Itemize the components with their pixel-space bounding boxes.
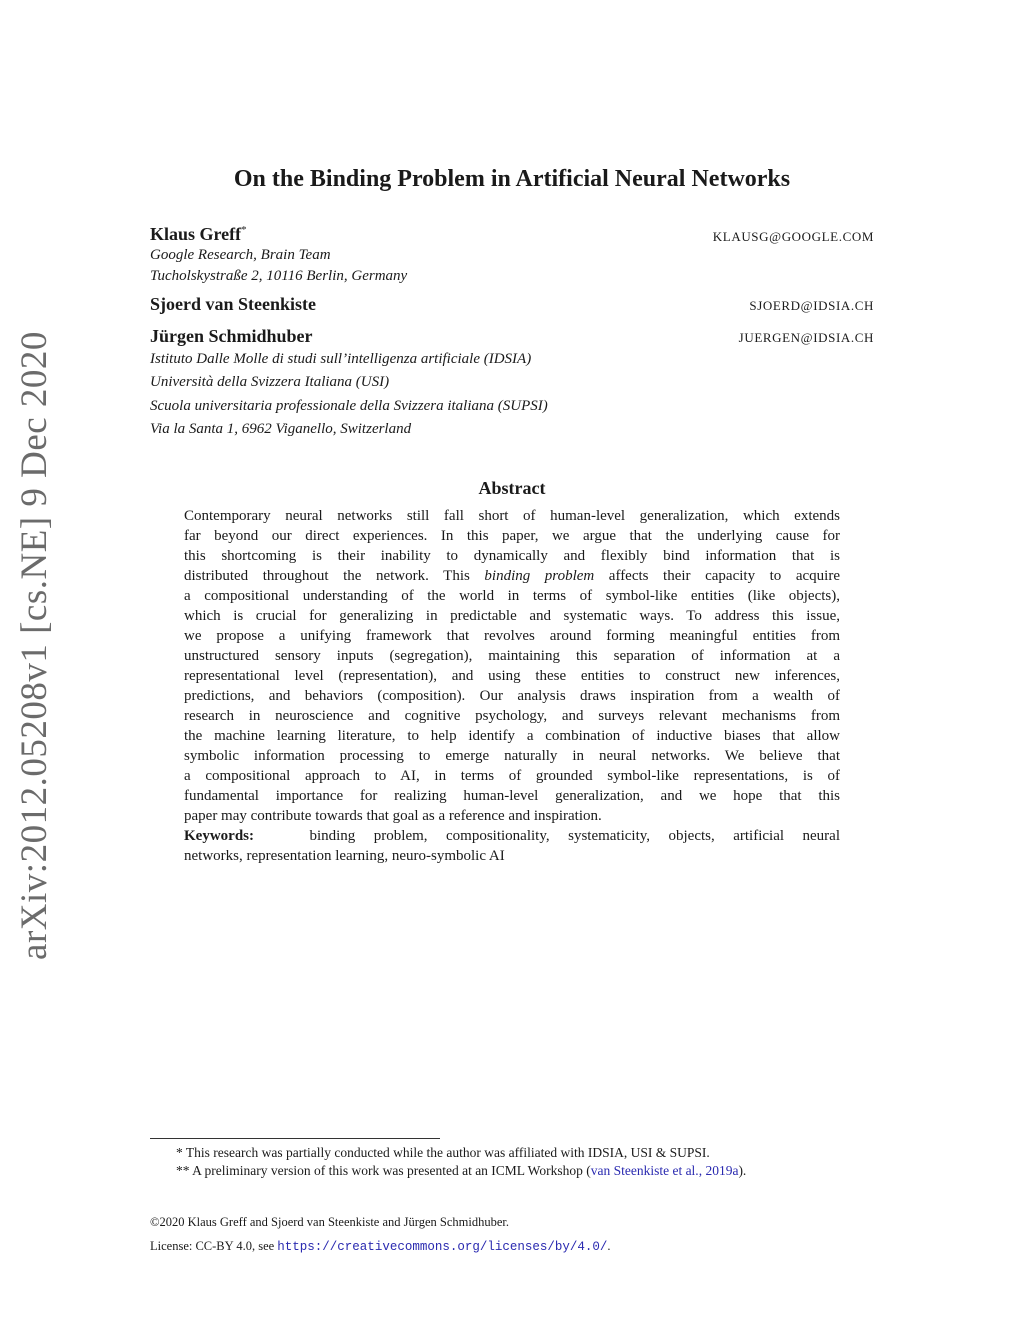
abstract-line: representational level (representation), and using these entities to construct new inferences, [184,668,840,684]
author-affiliation-3-line-2: Università della Svizzera Italiana (USI) [150,374,390,390]
abstract-line: the machine learning literature, to help identify a combination of inductive biases that allow [184,728,840,744]
license-notice [150,1239,610,1254]
arxiv-stamp [12,330,56,960]
author-name-2: Sjoerd van Steenkiste [150,294,316,314]
abstract-line: we propose a unifying framework that revolves around forming meaningful entities from [184,628,840,644]
footnote-2 [176,1163,746,1179]
keywords-line-2: networks, representation learning, neuro-symbolic AI [184,848,505,864]
citation-year: 2019a [705,1163,739,1178]
keywords-line-1 [184,826,840,846]
abstract-line: a compositional understanding of the world in terms of symbol-like entities (like objects), [184,588,840,604]
abstract-body [184,506,840,866]
footnote-rule [150,1138,440,1139]
abstract-line: Contemporary neural networks still fall short of human-level generalization, which extends [184,508,840,524]
keywords-text-1: binding problem, compositionality, systematicity, objects, artificial neural [309,828,841,844]
abstract-line: this shortcoming is their inability to dynamically and flexibly bind information that is [184,548,840,564]
abstract-line: fundamental importance for realizing human-level generalization, and we hope that this [184,788,840,804]
abstract-line: paper may contribute towards that goal as a reference and inspiration. [184,808,602,824]
abstract-line: symbolic information processing to emerge naturally in neural networks. We believe that [184,748,840,764]
footnote-1: * This research was partially conducted while the author was affiliated with IDSIA, USI & SUPSI. [176,1145,710,1160]
license-url-link[interactable]: https://creativecommons.org/licenses/by/4.0/ [277,1240,608,1254]
abstract-line-4-post: affects their capacity to acquire [594,568,840,584]
arxiv-stamp-text: arXiv:2012.05208v1 [cs.NE] 9 Dec 2020 [13,330,55,960]
author-footnote-mark: * [241,224,247,236]
license-pre: License: CC-BY 4.0, see [150,1239,278,1253]
author-affiliation-3-line-3: Scuola universitaria professionale della Svizzera italiana (SUPSI) [150,398,548,414]
footnote-2-pre: ** A preliminary version of this work was presented at an ICML Workshop ( [176,1163,591,1178]
abstract-line: research in neuroscience and cognitive psychology, and surveys relevant mechanisms from [184,708,840,724]
citation-separator: , [698,1163,706,1178]
author-email-3[interactable]: JUERGEN@IDSIA.CH [738,330,874,345]
abstract-line: unstructured sensory inputs (segregation), maintaining this separation of information at a [184,648,840,664]
keywords-label: Keywords: [184,828,254,844]
author-name-1-text: Klaus Greff [150,224,242,244]
author-name-1 [150,224,247,245]
abstract-line: far beyond our direct experiences. In this paper, we argue that the underlying cause for [184,528,840,544]
citation-author: van Steenkiste et al. [590,1163,699,1178]
citation-link[interactable] [591,1163,739,1178]
abstract-line-with-emphasis [184,566,840,586]
author-affiliation-1-line-1: Google Research, Brain Team [150,247,331,263]
abstract-heading: Abstract [478,478,546,498]
author-affiliation-3-line-4: Via la Santa 1, 6962 Viganello, Switzerland [150,421,412,437]
paper-title: On the Binding Problem in Artificial Neural Networks [233,166,791,192]
author-email-2[interactable]: SJOERD@IDSIA.CH [749,298,874,313]
abstract-line: which is crucial for generalizing in predictable and systematic ways. To address this issue, [184,608,840,624]
license-post: . [607,1239,611,1253]
abstract-line: predictions, and behaviors (composition). Our analysis draws inspiration from a wealth of [184,688,840,704]
copyright-notice: ©2020 Klaus Greff and Sjoerd van Steenkiste and Jürgen Schmidhuber. [150,1215,509,1229]
author-email-1[interactable]: KLAUSG@GOOGLE.COM [712,229,874,244]
binding-problem-emphasis: binding problem [484,568,595,584]
author-affiliation-1-line-2: Tucholskystraße 2, 10116 Berlin, Germany [150,268,408,284]
footnote-2-post: ). [738,1163,747,1178]
author-affiliation-3-line-1: Istituto Dalle Molle di studi sull’intelligenza artificiale (IDSIA) [150,351,532,367]
abstract-line: a compositional approach to AI, in terms of grounded symbol-like representations, is of [184,768,840,784]
abstract-line-4-pre: distributed throughout the network. This [184,568,485,584]
author-name-3: Jürgen Schmidhuber [150,326,313,346]
